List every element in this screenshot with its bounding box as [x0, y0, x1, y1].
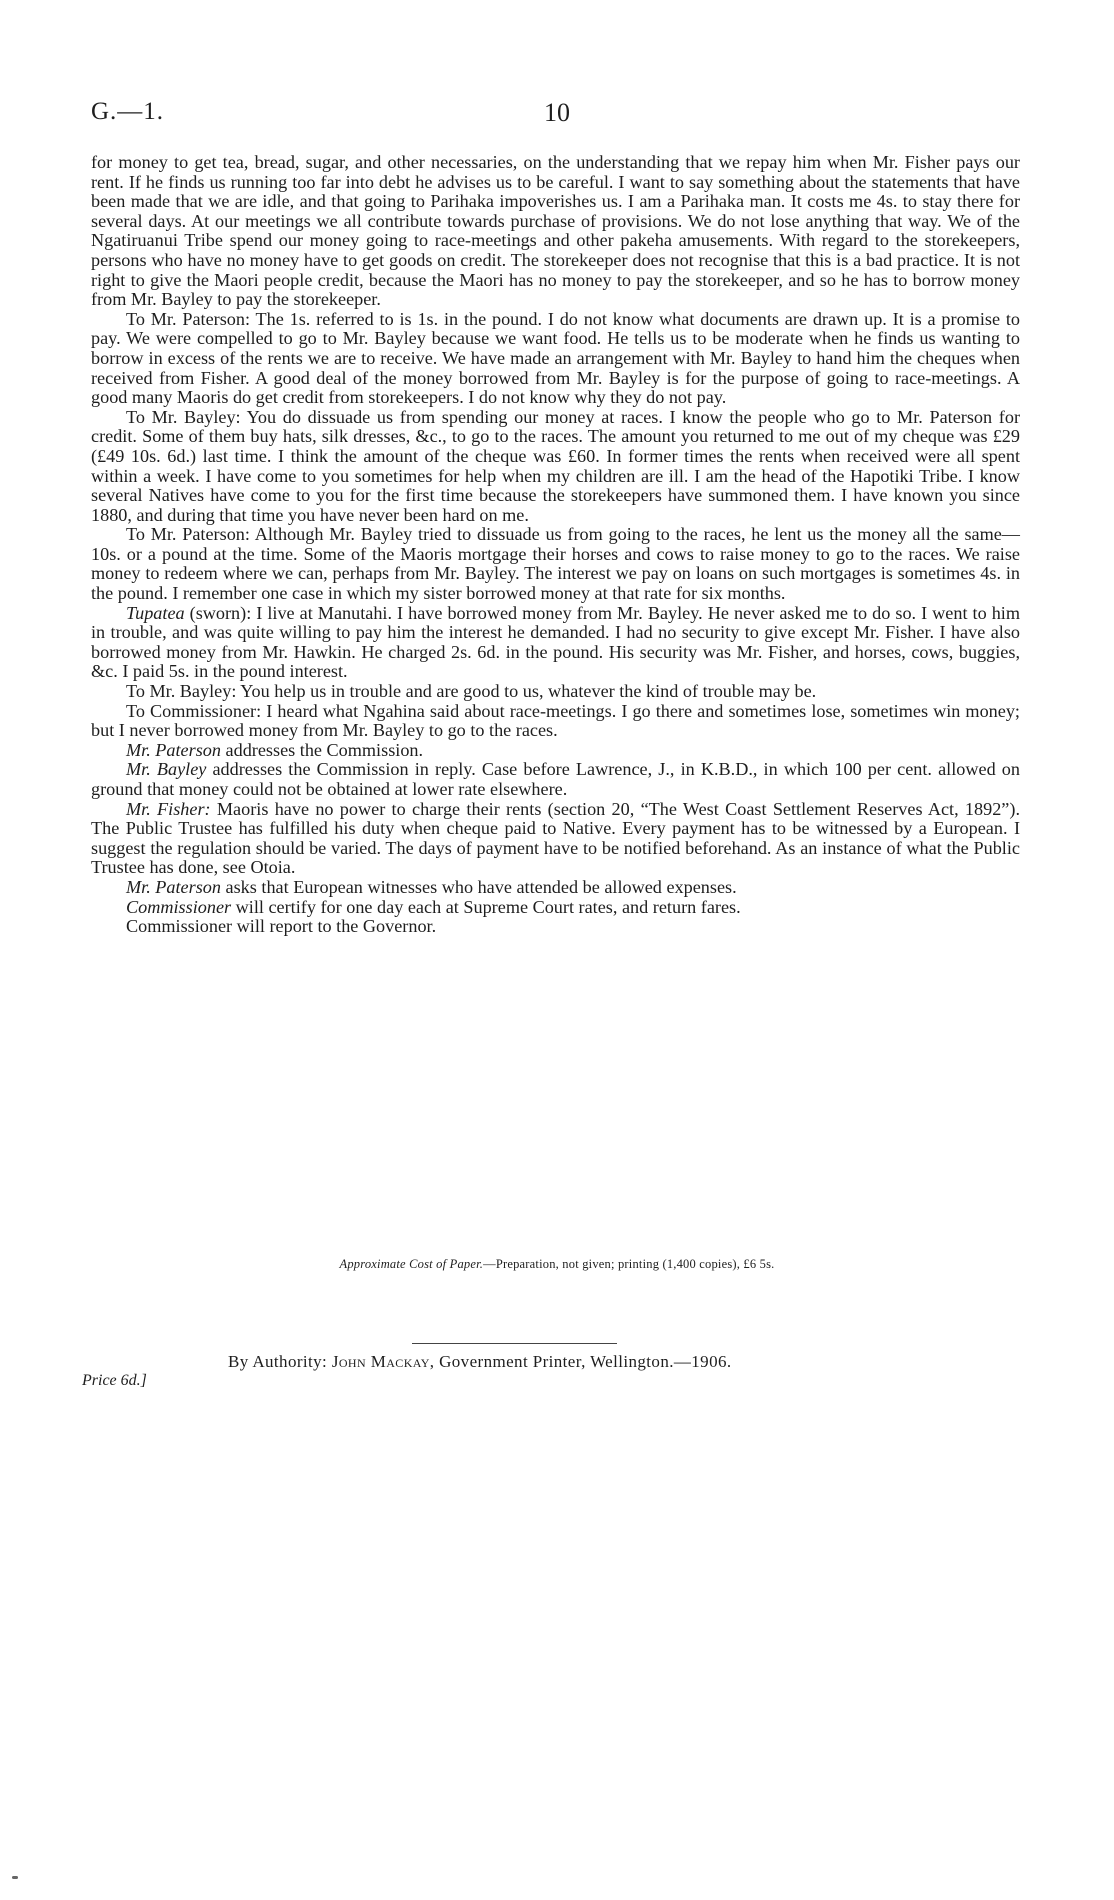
- speaker-name: Mr. Paterson: [126, 876, 221, 897]
- paragraph-10: [91, 800, 1020, 878]
- paragraph-12-text: will certify for one day each at Supreme Court rates, and return fares.: [231, 896, 741, 917]
- paragraph-5-text: (sworn): I live at Manutahi. I have borrowed money from Mr. Bayley. He never asked me to do so. I went to him in trouble, and was quite willing to pay him the interest he demanded. I had no security to give except Mr. Fisher. I have also borrowed money from Mr. Hawkin. He charged 2s. 6d. in the pound. His security was Mr. Fisher, and horses, cows, buggies, &c. I paid 5s. in the pound interest.: [91, 602, 1020, 682]
- speaker-name: Mr. Paterson: [126, 739, 221, 760]
- paragraph-6: To Mr. Bayley: You help us in trouble and are good to us, whatever the kind of trouble may be.: [126, 681, 817, 702]
- imprint-suffix: , Government Printer, Wellington.—1906.: [429, 1352, 732, 1371]
- paragraph-3: To Mr. Bayley: You do dissuade us from spending our money at races. I know the people who go to Mr. Paterson for credit. Some of them buy hats, silk dresses, &c., to go to the races. The amount you returned to me out of my cheque was £29 (£49 10s. 6d.) last time. I think the amount of the cheque was £60. In former times the rents when received were all spent within a week. I have come to you sometimes for help when my children are ill. I am the head of the Hapotiki Tribe. I know several Natives have come to you for the first time because the storekeepers have summoned them. I have known you since 1880, and during that time you have never been hard on me.: [91, 406, 1020, 525]
- imprint-prefix: By Authority:: [228, 1352, 332, 1371]
- paragraph-12: [91, 898, 1020, 918]
- printer-name: John Mackay: [331, 1352, 430, 1371]
- paragraph-8-text: addresses the Commission.: [220, 739, 424, 760]
- cost-note: [0, 1257, 1114, 1272]
- printer-imprint: [228, 1352, 732, 1372]
- document-body: [91, 153, 1020, 937]
- page-number: 10: [544, 98, 570, 127]
- paragraph-11-text: asks that European witnesses who have attended be allowed expenses.: [220, 876, 737, 897]
- witness-name: Tupatea: [126, 602, 185, 623]
- paragraph-10-text: Maoris have no power to charge their rents (section 20, “The West Coast Settlement Reserves Act, 1892”). The Public Trustee has fulfilled his duty when cheque paid to Native. Every payment has to be witnessed by a European. I suggest the regulation should be varied. The days of payment have to be notified beforehand. As an instance of what the Public Trustee has done, see Otoia.: [91, 798, 1020, 878]
- price-label: Price 6d.]: [82, 1372, 147, 1389]
- speaker-name: Mr. Fisher:: [126, 798, 211, 819]
- paragraph-2: To Mr. Paterson: The 1s. referred to is 1s. in the pound. I do not know what documents are drawn up. It is a promise to pay. We were compelled to go to Mr. Bayley because we want food. He tells us to be moderate when he finds us wanting to borrow in excess of the rents we are to receive. We have made an arrangement with Mr. Bayley to hand him the cheques when received from Fisher. A good deal of the money borrowed from Mr. Bayley is for the purpose of going to race-meetings. A good many Maoris do get credit from storekeepers. I do not know why they do not pay.: [91, 308, 1020, 408]
- cost-label: Approximate Cost of Paper.: [339, 1257, 484, 1271]
- paragraph-4: To Mr. Paterson: Although Mr. Bayley tried to dissuade us from going to the races, he lent us the money all the same—10s. or a pound at the time. Some of the Maoris mortgage their horses and cows to raise money to go to the races. We raise money to redeem where we can, perhaps from Mr. Bayley. The interest we pay on loans on such mortgages is sometimes 4s. in the pound. I remember one case in which my sister borrowed money at that rate for six months.: [91, 524, 1020, 604]
- paragraph-11: [91, 878, 1020, 898]
- paragraph-13: Commissioner will report to the Governor.: [126, 916, 437, 937]
- paragraph-7: To Commissioner: I heard what Ngahina said about race-meetings. I go there and sometimes lose, sometimes win money; but I never borrowed money from Mr. Bayley to go to the races.: [91, 700, 1020, 741]
- speaker-name: Commissioner: [126, 896, 232, 917]
- scan-mark: [12, 1876, 18, 1879]
- paragraph-1: for money to get tea, bread, sugar, and other necessaries, on the understanding that we repay him when Mr. Fisher pays our rent. If he finds us running too far into debt he advises us to be careful. I want to say something about the statements that have been made that we are idle, and that going to Parihaka impoverishes us. I am a Parihaka man. It costs me 4s. to stay there for several days. At our meetings we all contribute towards purchase of provisions. We do not lose anything that way. We of the Ngatiruanui Tribe spend our money going to race-meetings and other pakeha amusements. With regard to the storekeepers, persons who have no money have to get goods on credit. The storekeeper does not recognise that this is a bad practice. It is not right to give the Maori people credit, because the Maori has no money to pay the storekeeper, and so he has to borrow money from Mr. Bayley to pay the storekeeper.: [91, 152, 1020, 310]
- speaker-name: Mr. Bayley: [126, 759, 207, 780]
- page-reference: G.—1.: [91, 98, 165, 125]
- paragraph-9-text: addresses the Commission in reply. Case before Lawrence, J., in K.B.D., in which 100 per cent. allowed on ground that money could not be obtained at lower rate elsewhere.: [91, 759, 1020, 799]
- paragraph-5: [91, 604, 1020, 682]
- paragraph-9: [91, 760, 1020, 799]
- paragraph-8: [91, 741, 1020, 761]
- cost-text: —Preparation, not given; printing (1,400 copies), £6 5s.: [483, 1257, 775, 1271]
- footer-divider: [412, 1343, 617, 1344]
